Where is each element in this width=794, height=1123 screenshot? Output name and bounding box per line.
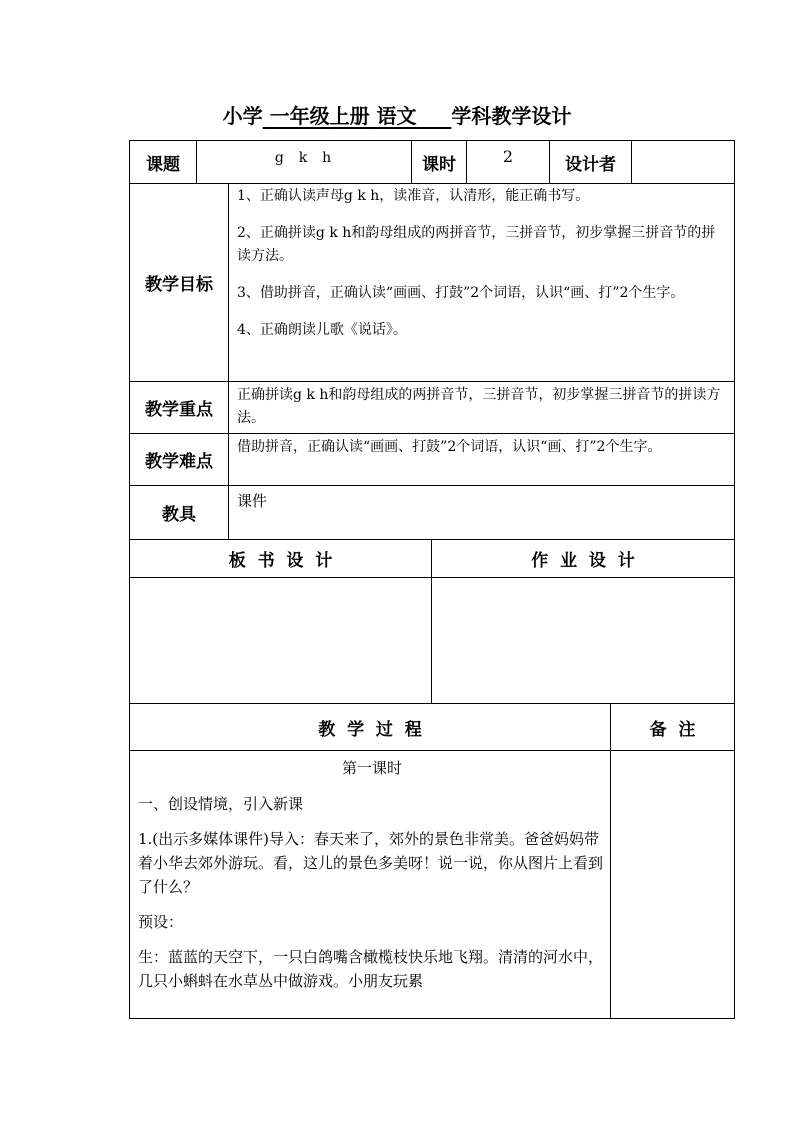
title-grade-text: 一年级 xyxy=(269,104,330,128)
difficult-label: 教学难点 xyxy=(130,434,229,486)
tools-value: 课件 xyxy=(229,486,734,540)
section-heading: 一、创设情境，引入新课 xyxy=(138,795,304,813)
homework-design-header: 作 业 设 计 xyxy=(432,540,734,578)
period-label: 课时 xyxy=(412,141,467,184)
lesson-plan-table xyxy=(129,140,735,1019)
title-subject xyxy=(370,104,452,128)
designer-label: 设计者 xyxy=(550,141,632,184)
process-paragraph: 1.(出示多媒体课件)导入：春天来了，郊外的景色非常美。爸爸妈妈带着小华去郊外游玩。看，这儿的景色多美呀！说一说，你从图片上看到了什么？ xyxy=(138,830,604,896)
title-volume: 上册 xyxy=(329,104,370,128)
process-content xyxy=(130,751,611,1018)
homework-design-area xyxy=(432,578,734,704)
period-value: 2 xyxy=(467,141,550,184)
key-label: 教学重点 xyxy=(130,382,229,434)
key-value: 正确拼读g k h和韵母组成的两拼音节，三拼音节，初步掌握三拼音节的拼读方法。 xyxy=(229,382,734,434)
goal-item: 1、正确认读声母g k h，读准音，认清形，能正确书写。 xyxy=(237,188,590,204)
process-header: 教 学 过 程 xyxy=(130,704,611,751)
notes-area xyxy=(611,751,734,1018)
designer-value xyxy=(632,141,734,184)
title-prefix: 小学 xyxy=(222,104,263,128)
topic-value: g k h xyxy=(197,141,412,184)
page-title xyxy=(0,100,794,129)
title-subject-text: 语文 xyxy=(376,104,417,128)
tools-label: 教具 xyxy=(130,486,229,540)
notes-header: 备 注 xyxy=(611,704,734,751)
title-grade xyxy=(263,104,330,128)
process-paragraph: 生：蓝蓝的天空下，一只白鸽嘴含橄榄枝快乐地飞翔。清清的河水中，几只小蝌蚪在水草丛中做游戏。小朋友玩累 xyxy=(138,948,604,990)
preset-label: 预设： xyxy=(138,913,184,931)
goals-label: 教学目标 xyxy=(130,184,229,382)
goals-cell xyxy=(229,184,734,382)
topic-label: 课题 xyxy=(130,141,197,184)
goal-item: 2、正确拼读g k h和韵母组成的两拼音节，三拼音节，初步掌握三拼音节的拼读方法。 xyxy=(237,225,716,264)
goal-item: 3、借助拼音，正确认读“画画、打鼓”2个词语，认识“画、打”2个生字。 xyxy=(237,285,685,301)
lesson-heading: 第一课时 xyxy=(341,759,402,777)
goal-item: 4、正确朗读儿歌《说话》。 xyxy=(237,322,407,338)
title-suffix: 学科教学设计 xyxy=(451,104,572,128)
board-design-header: 板 书 设 计 xyxy=(130,540,432,578)
difficult-value: 借助拼音，正确认读“画画、打鼓”2个词语，认识“画、打”2个生字。 xyxy=(229,434,734,486)
board-design-area xyxy=(130,578,432,704)
